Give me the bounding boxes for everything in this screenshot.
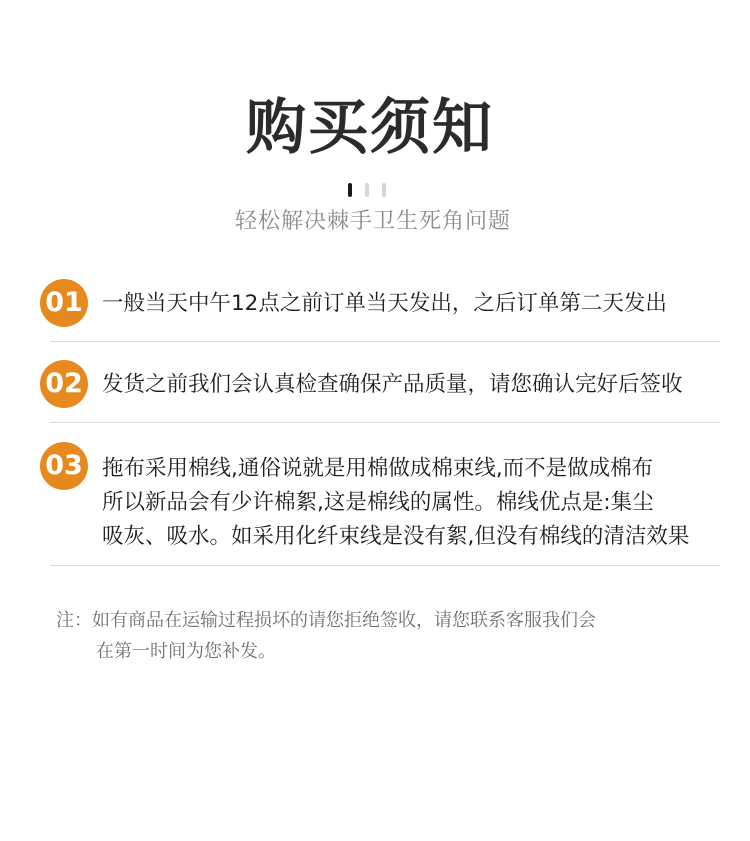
- notice-item-3: [40, 442, 720, 564]
- pagination-dots: [348, 183, 398, 197]
- page-subtitle: 轻松解决棘手卫生死角问题: [234, 209, 511, 234]
- number-badge-03: 03: [40, 442, 88, 490]
- number-badge-01: 01: [40, 279, 88, 327]
- pagination-dot: [382, 183, 386, 197]
- notice-item-2: [40, 360, 720, 422]
- footnote-line: 注：如有商品在运输过程损坏的请您拒绝签收，请您联系客服我们会: [56, 610, 596, 631]
- notice-text-line: 拖布采用棉线,通俗说就是用棉做成棉束线,而不是做成棉布: [102, 456, 654, 481]
- page-title: 购买须知: [246, 93, 494, 163]
- notice-text: 一般当天中午12点之前订单当天发出，之后订单第二天发出: [102, 291, 667, 316]
- footnote-line: 在第一时间为您补发。: [96, 641, 276, 662]
- divider: [50, 565, 720, 566]
- footnote: [56, 605, 706, 667]
- pagination-dot-active: [348, 183, 352, 197]
- number-badge-02: 02: [40, 360, 88, 408]
- notice-text-line: 所以新品会有少许棉絮,这是棉线的属性。棉线优点是:集尘: [102, 490, 654, 515]
- notice-text: 发货之前我们会认真检查确保产品质量，请您确认完好后签收: [102, 372, 683, 397]
- divider: [50, 341, 720, 342]
- notice-text-line: 吸灰、吸水。如采用化纤束线是没有絮,但没有棉线的清洁效果: [102, 524, 690, 549]
- divider: [50, 422, 720, 423]
- notice-item-1: [40, 279, 720, 341]
- pagination-dot: [365, 183, 369, 197]
- notice-text: [102, 452, 689, 554]
